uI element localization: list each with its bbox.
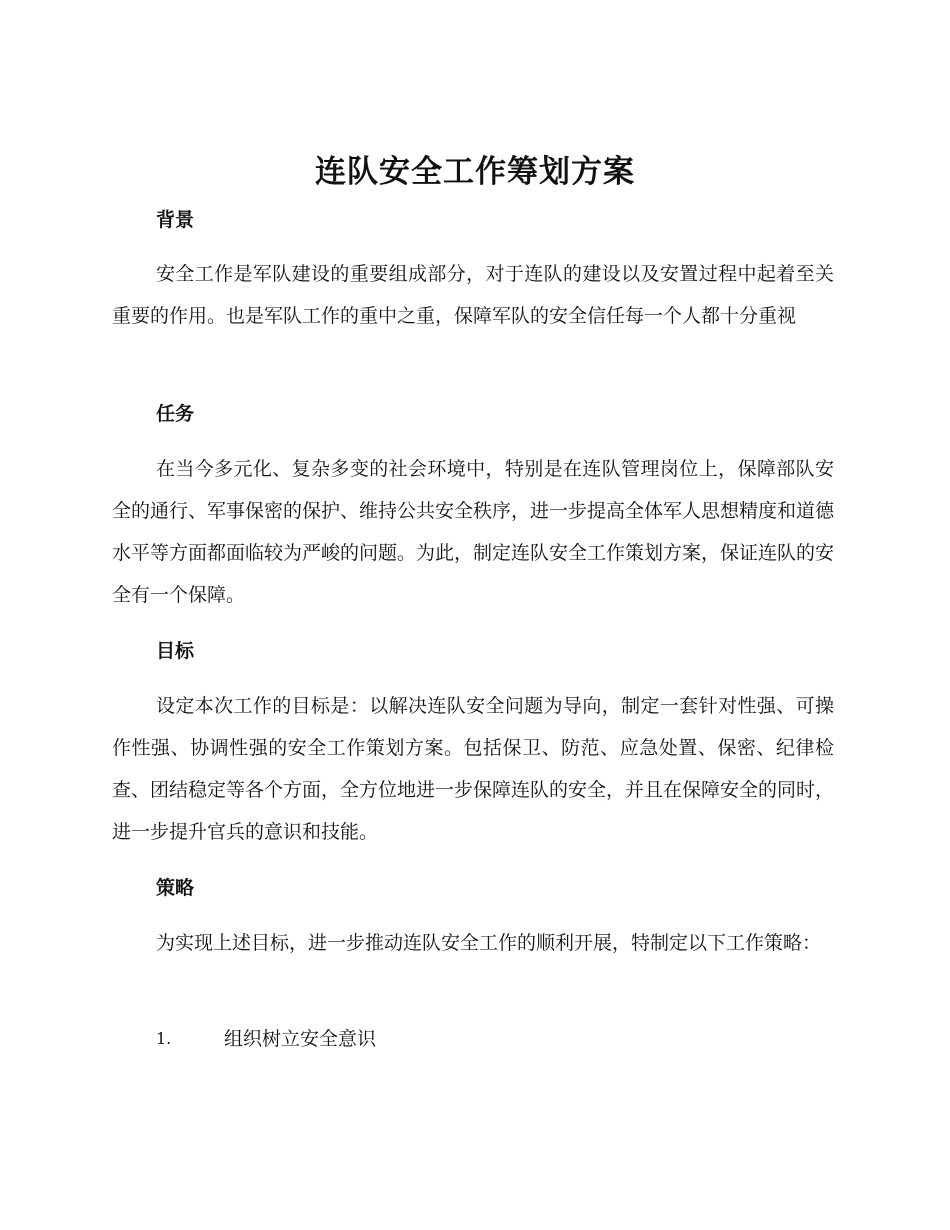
section-heading-background: 背景 <box>156 209 195 231</box>
section-heading-strategy: 策略 <box>156 877 195 899</box>
section-body-background: 安全工作是军队建设的重要组成部分，对于连队的建设以及安置过程中起着至关重要的作用。也是军队工作的重中之重，保障军队的安全信任每一个人都十分重视 <box>112 263 834 327</box>
section-body-task: 在当今多元化、复杂多变的社会环境中，特别是在连队管理岗位上，保障部队安全的通行、军事保密的保护、维持公共安全秩序，进一步提高全体军人思想精度和道德水平等方面都面临较为严峻的问题。为此，制定连队安全工作策划方案，保证连队的安全有一个保障。 <box>112 458 835 606</box>
section-heading-goal: 目标 <box>156 640 195 662</box>
document-title: 连队安全工作筹划方案 <box>315 154 635 190</box>
list-item-text: 组织树立安全意识 <box>224 1028 377 1050</box>
section-body-goal: 设定本次工作的目标是：以解决连队安全问题为导向，制定一套针对性强、可操作性强、协调性强的安全工作策划方案。包括保卫、防范、应急处置、保密、纪律检查、团结稳定等各个方面，全方位地进一步保障连队的安全，并且在保障安全的同时，进一步提升官兵的意识和技能。 <box>112 695 835 843</box>
list-item-number: 1. <box>156 1029 172 1048</box>
section-heading-task: 任务 <box>156 403 195 425</box>
section-body-strategy: 为实现上述目标，进一步推动连队安全工作的顺利开展，特制定以下工作策略： <box>156 932 822 954</box>
list-item <box>156 1024 376 1054</box>
